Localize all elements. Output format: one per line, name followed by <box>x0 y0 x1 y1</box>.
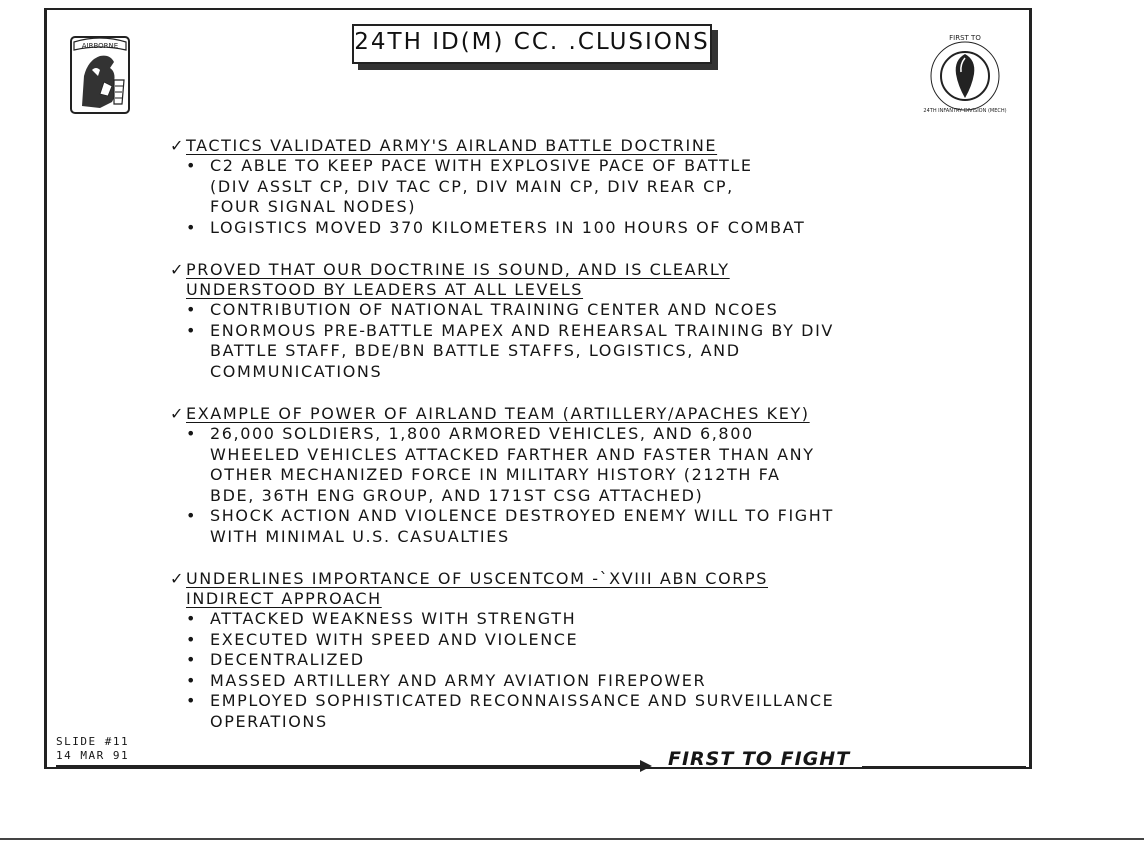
slogan: FIRST TO FIGHT <box>668 748 851 770</box>
bullet-item <box>170 300 930 321</box>
bullet-text: CONTRIBUTION OF NATIONAL TRAINING CENTER AND NCOES <box>210 300 779 319</box>
checkmark-icon <box>170 589 186 609</box>
slide-info <box>56 735 129 763</box>
bullet-icon <box>170 197 210 218</box>
section-heading <box>170 280 930 300</box>
bullet-item <box>170 156 930 177</box>
conclusion-section <box>170 404 930 547</box>
bullet-icon: • <box>186 217 198 237</box>
section-heading <box>170 260 930 280</box>
bullet-icon: • <box>186 300 198 319</box>
bullet-text: COMMUNICATIONS <box>210 361 383 381</box>
page-edge <box>0 838 1144 840</box>
bullet-icon <box>170 177 210 198</box>
bullet-item <box>170 321 930 342</box>
bullet-text: ENORMOUS PRE-BATTLE MAPEX AND REHEARSAL TRAINING BY DIV <box>210 320 834 340</box>
section-heading-text: UNDERSTOOD BY LEADERS AT ALL LEVELS <box>186 280 584 299</box>
bullet-text: LOGISTICS MOVED 370 KILOMETERS IN 100 HOURS OF COMBAT <box>210 217 806 237</box>
bullet-icon: • <box>186 156 198 175</box>
bullet-text: OPERATIONS <box>210 711 328 731</box>
bullet-icon <box>170 712 210 733</box>
slide-content <box>170 136 930 754</box>
bullet-item <box>170 445 930 466</box>
checkmark-icon: ✓ <box>170 569 186 588</box>
insignia-left-label: AIRBORNE <box>81 42 119 50</box>
slide-date: 14 MAR 91 <box>56 749 130 762</box>
bullet-item <box>170 630 930 651</box>
bullet-text: (DIV ASSLT CP, DIV TAC CP, DIV MAIN CP, DIV REAR CP, <box>210 176 734 196</box>
bullet-text: WHEELED VEHICLES ATTACKED FARTHER AND FASTER THAN ANY <box>210 444 815 464</box>
section-heading-text: UNDERLINES IMPORTANCE OF USCENTCOM -`XVIII ABN CORPS <box>186 569 768 588</box>
bullet-icon: • <box>186 320 198 340</box>
bullet-item <box>170 424 930 445</box>
footer-rule-right <box>862 766 1026 768</box>
bullet-text: ATTACKED WEAKNESS WITH STRENGTH <box>210 609 577 628</box>
conclusion-section <box>170 136 930 238</box>
checkmark-icon: ✓ <box>170 404 186 423</box>
bullet-text: MASSED ARTILLERY AND ARMY AVIATION FIREPOWER <box>210 670 707 690</box>
bullet-list <box>170 609 930 732</box>
checkmark-icon: ✓ <box>170 260 186 279</box>
division-patch-icon <box>922 28 1008 114</box>
section-heading-text: EXAMPLE OF POWER OF AIRLAND TEAM (ARTILLERY/APACHES KEY) <box>186 404 810 423</box>
bullet-icon: • <box>186 670 198 690</box>
bullet-item <box>170 218 930 239</box>
section-heading-text: INDIRECT APPROACH <box>186 589 382 608</box>
bullet-icon <box>170 341 210 362</box>
section-heading <box>170 136 930 156</box>
insignia-right-top-label: FIRST TO <box>949 34 981 42</box>
bullet-text: 26,000 SOLDIERS, 1,800 ARMORED VEHICLES, AND 6,800 <box>210 424 754 443</box>
bullet-icon: • <box>186 650 198 669</box>
bullet-item <box>170 650 930 671</box>
bullet-icon: • <box>186 691 198 710</box>
bullet-item <box>170 712 930 733</box>
bullet-list <box>170 156 930 238</box>
bullet-item <box>170 609 930 630</box>
bullet-item <box>170 177 930 198</box>
slide-number: SLIDE #11 <box>56 735 130 748</box>
bullet-list <box>170 300 930 382</box>
section-heading <box>170 589 930 609</box>
bullet-text: OTHER MECHANIZED FORCE IN MILITARY HISTORY (212TH FA <box>210 465 781 484</box>
title-box <box>352 24 712 64</box>
airborne-patch-icon <box>70 36 130 114</box>
insignia-right-bottom-label: 24TH INFANTRY DIVISION (MECH) <box>923 108 1007 114</box>
bullet-icon <box>170 465 210 486</box>
conclusion-section <box>170 569 930 732</box>
bullet-item <box>170 527 930 548</box>
bullet-text: DECENTRALIZED <box>210 650 365 669</box>
bullet-text: WITH MINIMAL U.S. CASUALTIES <box>210 526 510 546</box>
section-heading <box>170 404 930 424</box>
checkmark-icon: ✓ <box>170 136 186 155</box>
bullet-text: BDE, 36TH ENG GROUP, AND 171ST CSG ATTACHED) <box>210 485 704 505</box>
conclusion-section <box>170 260 930 382</box>
bullet-item <box>170 671 930 692</box>
bullet-icon <box>170 362 210 383</box>
bullet-item <box>170 362 930 383</box>
bullet-icon <box>170 486 210 507</box>
bullet-icon <box>170 445 210 466</box>
footer-rule <box>56 765 648 767</box>
section-heading-text: PROVED THAT OUR DOCTRINE IS SOUND, AND IS CLEARLY <box>186 260 730 279</box>
bullet-item <box>170 691 930 712</box>
bullet-item <box>170 341 930 362</box>
bullet-text: FOUR SIGNAL NODES) <box>210 197 417 216</box>
bullet-icon: • <box>186 609 198 628</box>
section-heading-text: TACTICS VALIDATED ARMY'S AIRLAND BATTLE DOCTRINE <box>186 136 718 155</box>
slide-title: 24TH ID(M) CC. .CLUSIONS <box>354 29 710 55</box>
bullet-text: EXECUTED WITH SPEED AND VIOLENCE <box>210 629 579 649</box>
bullet-list <box>170 424 930 547</box>
bullet-text: SHOCK ACTION AND VIOLENCE DESTROYED ENEMY WILL TO FIGHT <box>210 506 834 525</box>
section-heading <box>170 569 930 589</box>
arrow-icon <box>640 760 652 772</box>
bullet-item <box>170 465 930 486</box>
checkmark-icon <box>170 280 186 300</box>
bullet-icon: • <box>186 506 198 525</box>
bullet-text: C2 ABLE TO KEEP PACE WITH EXPLOSIVE PACE OF BATTLE <box>210 156 753 175</box>
bullet-icon: • <box>186 629 198 649</box>
bullet-item <box>170 506 930 527</box>
bullet-item <box>170 486 930 507</box>
bullet-item <box>170 197 930 218</box>
bullet-icon: • <box>186 424 198 443</box>
bullet-text: EMPLOYED SOPHISTICATED RECONNAISSANCE AND SURVEILLANCE <box>210 691 835 710</box>
bullet-text: BATTLE STAFF, BDE/BN BATTLE STAFFS, LOGISTICS, AND <box>210 341 741 360</box>
bullet-icon <box>170 527 210 548</box>
